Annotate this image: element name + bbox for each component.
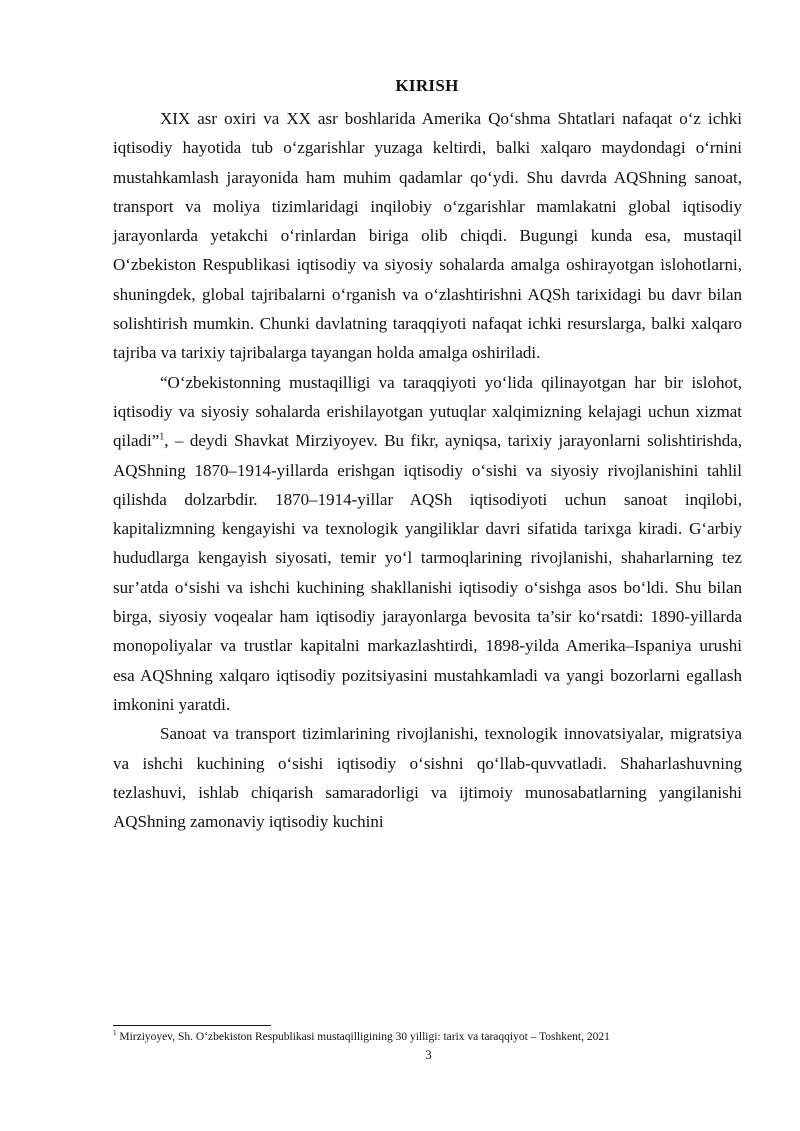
quote-text: “O‘zbekistonning mustaqilligi va taraqqiyoti yo‘lida qilinayotgan har bir islohot, iqtisodiy va siyosiy sohalarda erishilayotgan yutuqlar xalqimizning kelajagi uchun xizmat qiladi” (113, 372, 742, 451)
paragraph-1: XIX asr oxiri va XX asr boshlarida Amerika Qo‘shma Shtatlari nafaqat o‘z ichki iqtisodiy hayotida tub o‘zgarishlar yuzaga keltirdi, balki xalqaro maydondagi o‘rnini mustahkamlash jarayonida ham muhim qadamlar qo‘ydi. Shu davrda AQShning sanoat, transport va moliya tizimlaridagi inqilobiy o‘zgarishlar mamlakatni global iqtisodiy jarayonlarda yetakchi o‘rinlardan biriga olib chiqdi. Bugungi kunda esa, mustaqil O‘zbekiston Respublikasi iqtisodiy va siyosiy sohalarda amalga oshirayotgan islohotlarni, shuningdek, global tajribalarni o‘rganish va o‘zlashtirishni AQSh tarixidagi bu davr bilan solishtirish mumkin. Chunki davlatning taraqqiyoti nafaqat ichki resurslarga, balki xalqaro tajriba va tarixiy tajribalarga tayangan holda amalga oshiriladi. (113, 109, 742, 363)
page-number: 3 (425, 1047, 432, 1062)
paragraph-2 (113, 368, 742, 720)
footnote-divider (113, 1025, 271, 1026)
body-text (113, 104, 742, 836)
section-heading: KIRISH (395, 76, 459, 95)
footnote-reference[interactable]: 1 (159, 431, 165, 443)
footnote (113, 1030, 753, 1045)
footnote-text: Mirziyoyev, Sh. O‘zbekiston Respublikasi mustaqilligining 30 yilligi: tarix va taraqqiyot – Toshkent, 2021 (116, 1031, 610, 1043)
paragraph-3: Sanoat va transport tizimlarining rivojlanishi, texnologik innovatsiyalar, migratsiya va ishchi kuchining o‘sishi iqtisodiy o‘sishni qo‘llab-quvvatladi. Shaharlashuvning tezlashuvi, ishlab chiqarish samaradorligi va ijtimoiy munosabatlarning yangilanishi AQShning zamonaviy iqtisodiy kuchini (113, 724, 742, 832)
footnote-marker: 1 (113, 1029, 117, 1038)
paragraph-2-text: , – deydi Shavkat Mirziyoyev. Bu fikr, ayniqsa, tarixiy jarayonlarni solishtirishda, AQShning 1870–1914-yillarda erishgan iqtisodiy o‘sishi va siyosiy rivojlanishini tahlil qilishda dolzarbdir. 1870–1914-yillar AQSh iqtisodiyoti uchun sanoat inqilobi, kapitalizmning kengayishi va texnologik yangiliklar davri sifatida tarixga kiradi. G‘arbiy hududlarga kengayish siyosati, temir yo‘l tarmoqlarining rivojlanishi, shaharlarning tez sur’atda o‘sishi va ishchi kuchining shakllanishi iqtisodiy o‘sishga asos bo‘ldi. Shu bilan birga, siyosiy voqealar ham iqtisodiy jarayonlarga bevosita ta’sir ko‘rsatdi: 1890-yillarda monopoliyalar va trustlar kapitalni markazlashtirdi, 1898-yilda Amerika–Ispaniya urushi esa AQShning xalqaro iqtisodiy pozitsiyasini mustahkamladi va yangi bozorlarni egallash imkonini yaratdi. (113, 431, 742, 714)
